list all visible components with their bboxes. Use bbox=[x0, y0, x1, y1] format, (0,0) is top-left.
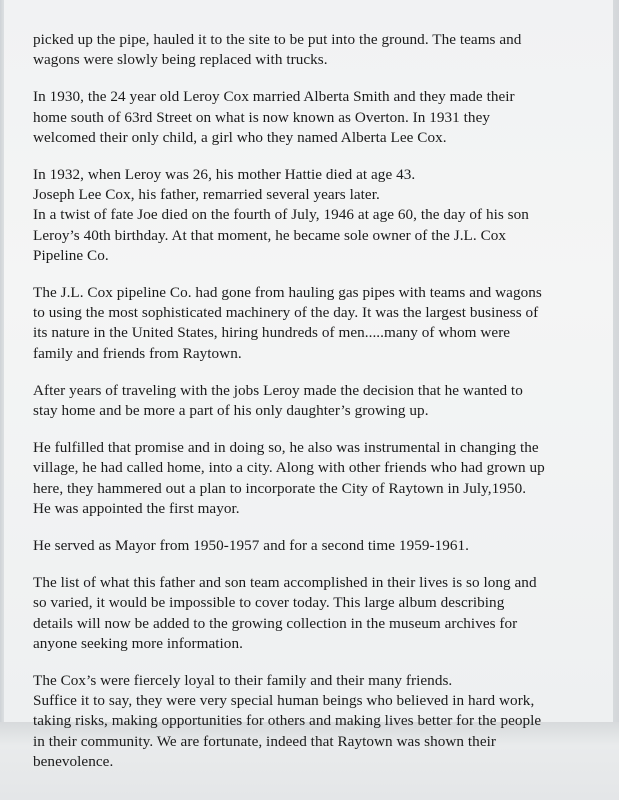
paragraph bbox=[33, 536, 593, 556]
text-line: Joseph Lee Cox, his father, remarried several years later. bbox=[33, 186, 380, 204]
paragraph bbox=[33, 283, 593, 364]
text-line: in their community. We are fortunate, indeed that Raytown was shown their bbox=[33, 732, 496, 750]
text-line: Suffice it to say, they were very special human beings who believed in hard work, bbox=[33, 692, 535, 710]
text-line: home south of 63rd Street on what is now known as Overton. In 1931 they bbox=[33, 108, 491, 126]
text-line: Pipeline Co. bbox=[33, 246, 109, 264]
text-line: here, they hammered out a plan to incorporate the City of Raytown in July,1950. bbox=[33, 479, 527, 497]
paragraph bbox=[33, 671, 593, 772]
document-body bbox=[33, 30, 593, 789]
text-line: Leroy’s 40th birthday. At that moment, he became sole owner of the J.L. Cox bbox=[33, 226, 507, 244]
text-line: village, he had called home, into a city. Along with other friends who had grown up bbox=[33, 459, 545, 477]
text-line: family and friends from Raytown. bbox=[33, 344, 242, 362]
paragraph bbox=[33, 573, 593, 654]
text-line: In 1930, the 24 year old Leroy Cox married Alberta Smith and they made their bbox=[33, 88, 515, 106]
text-line: anyone seeking more information. bbox=[33, 634, 243, 652]
paragraph bbox=[33, 438, 593, 519]
text-line: After years of traveling with the jobs Leroy made the decision that he wanted to bbox=[33, 381, 523, 399]
text-line: to using the most sophisticated machinery of the day. It was the largest business of bbox=[33, 304, 539, 322]
text-line: stay home and be more a part of his only daughter’s growing up. bbox=[33, 402, 429, 420]
text-line: picked up the pipe, hauled it to the site to be put into the ground. The teams and bbox=[33, 31, 522, 48]
paragraph bbox=[33, 87, 593, 148]
text-line: wagons were slowly being replaced with trucks. bbox=[33, 51, 328, 69]
paragraph bbox=[33, 165, 593, 266]
paragraph bbox=[33, 30, 593, 70]
text-line: The list of what this father and son team accomplished in their lives is so long and bbox=[33, 574, 537, 592]
text-line: benevolence. bbox=[33, 752, 114, 770]
text-line: He fulfilled that promise and in doing so, he also was instrumental in changing the bbox=[33, 439, 539, 457]
text-line: He was appointed the first mayor. bbox=[33, 499, 240, 517]
text-line: taking risks, making opportunities for others and making lives better for the people bbox=[33, 712, 542, 730]
text-line: He served as Mayor from 1950-1957 and for a second time 1959-1961. bbox=[33, 537, 470, 555]
text-line: details will now be added to the growing collection in the museum archives for bbox=[33, 614, 518, 632]
text-line: In 1932, when Leroy was 26, his mother Hattie died at age 43. bbox=[33, 166, 416, 184]
text-line: its nature in the United States, hiring hundreds of men.....many of whom were bbox=[33, 324, 511, 342]
paragraph bbox=[33, 381, 593, 421]
text-line: so varied, it would be impossible to cover today. This large album describing bbox=[33, 594, 505, 612]
text-line: The Cox’s were fiercely loyal to their family and their many friends. bbox=[33, 672, 453, 690]
text-line: The J.L. Cox pipeline Co. had gone from hauling gas pipes with teams and wagons bbox=[33, 284, 542, 302]
text-line: welcomed their only child, a girl who they named Alberta Lee Cox. bbox=[33, 128, 447, 146]
text-line: In a twist of fate Joe died on the fourth of July, 1946 at age 60, the day of his son bbox=[33, 206, 529, 224]
